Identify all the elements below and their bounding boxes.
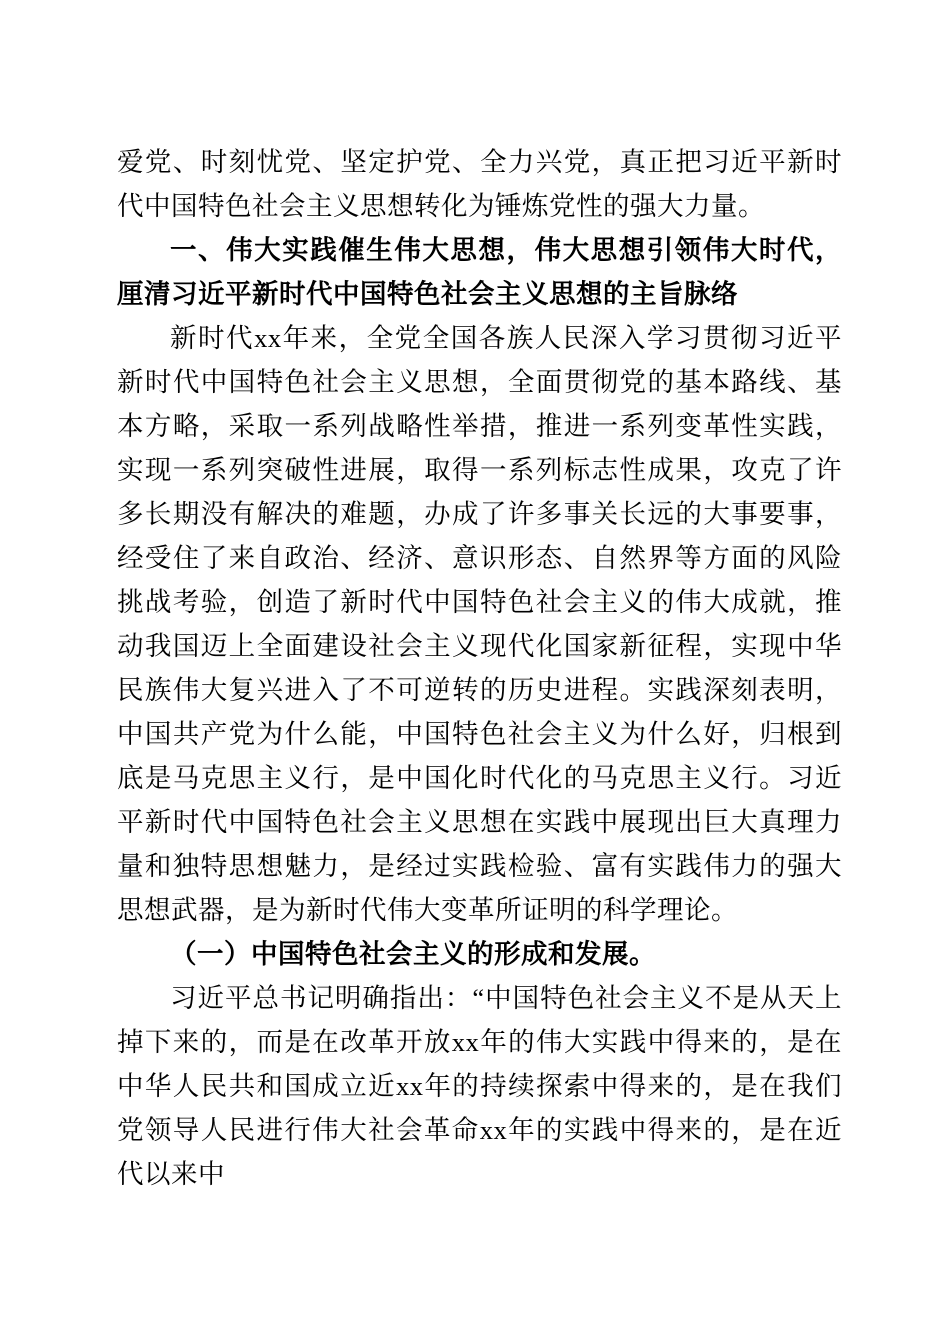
paragraph-continuation: 爱党、时刻忧党、坚定护党、全力兴党，真正把习近平新时代中国特色社会主义思想转化为锤炼党性的强大力量。 [117, 147, 842, 221]
paragraph-body-1: 新时代xx年来，全党全国各族人民深入学习贯彻习近平新时代中国特色社会主义思想，全面贯彻党的基本路线、基本方略，采取一系列战略性举措，推进一系列变革性实践，实现一系列突破性进展，取得一系列标志性成果，攻克了许多长期没有解决的难题，办成了许多事关长远的大事要事，经受住了来自政治、经济、意识形态、自然界等方面的风险挑战考验，创造了新时代中国特色社会主义的伟大成就，推动我国迈上全面建设社会主义现代化国家新征程，实现中华民族伟大复兴进入了不可逆转的历史进程。实践深刻表明，中国共产党为什么能，中国特色社会主义为什么好，归根到底是马克思主义行，是中国化时代化的马克思主义行。习近平新时代中国特色社会主义思想在实践中展现出巨大真理力量和独特思想魅力，是经过实践检验、富有实践伟力的强大思想武器，是为新时代伟大变革所证明的科学理论。 [117, 323, 842, 925]
section-heading: 一、伟大实践催生伟大思想，伟大思想引领伟大时代，厘清习近平新时代中国特色社会主义思想的主旨脉络 [117, 235, 842, 309]
paragraph-body-2: 习近平总书记明确指出：“中国特色社会主义不是从天上掉下来的，而是在改革开放xx年的伟大实践中得来的，是在中华人民共和国成立近xx年的持续探索中得来的，是在我们党领导人民进行伟大社会革命xx年的实践中得来的，是在近代以来中 [117, 983, 842, 1189]
subsection-heading: （一）中国特色社会主义的形成和发展。 [170, 939, 656, 969]
document-content [117, 140, 842, 1196]
